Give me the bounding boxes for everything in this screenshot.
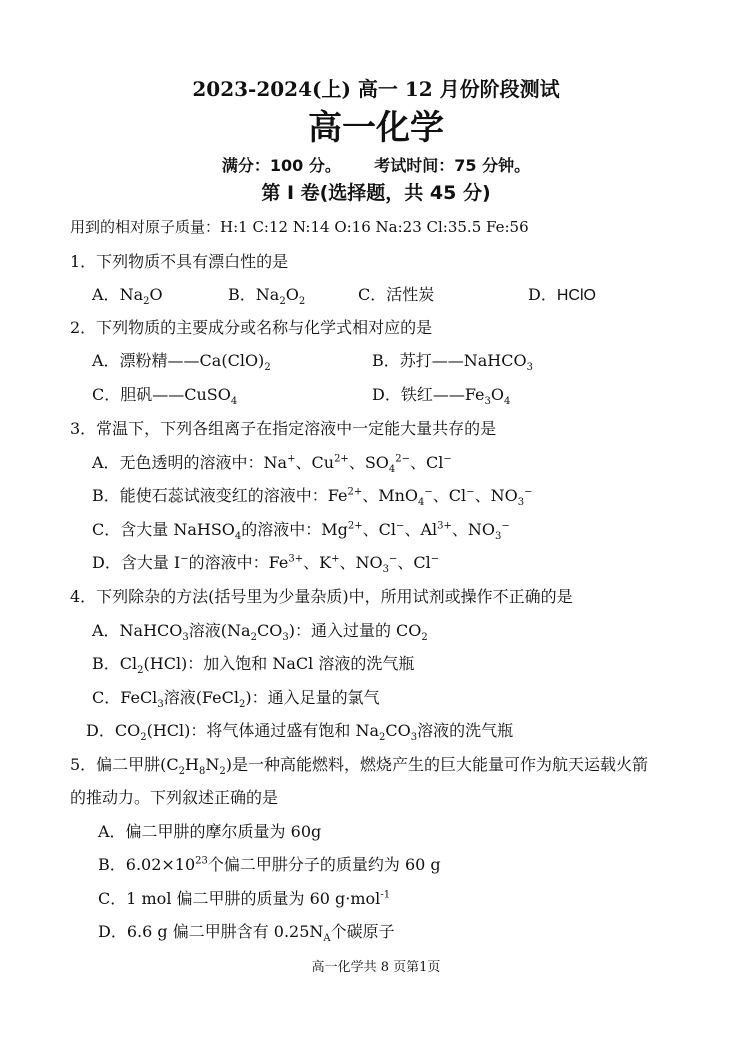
atomic-masses: 用到的相对原子质量：H:1 C:12 N:14 O:16 Na:23 Cl:35.5 Fe:56 <box>70 218 529 236</box>
q5-stem: 5．偏二甲肼$(C_2H_8N_2)$是一种高能燃料，燃烧产生的巨大能量可作为航天运载火箭 <box>70 755 648 778</box>
q5-option-c: C．1 mol 偏二甲肼的质量为 60 g·mol$^{-1}$ <box>98 889 391 908</box>
q1-options <box>92 284 596 307</box>
q2-option-a: A．漂粉精$——Ca(ClO)_2$ <box>92 351 271 374</box>
q4-stem: 4．下列除杂的方法(括号里为少量杂质)中，所用试剂或操作不正确的是 <box>70 587 573 606</box>
q1-stem: 1．下列物质不具有漂白性的是 <box>70 252 289 271</box>
exam-title: 2023-2024(上) 高一 12 月份阶段测试 <box>192 77 560 101</box>
q4-option-a: A．NaHCO$_3$溶液$(Na_2CO_3)$：通入过量的 $CO_2$ <box>92 621 428 644</box>
q5-option-a: A．偏二甲肼的摩尔质量为 60g <box>98 822 322 841</box>
q5-option-d: D．6.6 g 偏二甲肼含有 $0.25N_A$个碳原子 <box>98 922 395 945</box>
exam-info <box>0 155 752 177</box>
q1-option-a: A．$Na_2O$ <box>92 285 163 308</box>
q3-option-a: A．无色透明的溶液中：Na+、$Cu^{2+}$、$SO_4^{2-}$、Cl− <box>92 453 452 476</box>
q4-option-b: B．$Cl_2(HCl)$：加入饱和 NaCl 溶液的洗气瓶 <box>92 654 415 677</box>
q5-stem-line2: 的推动力。下列叙述正确的是 <box>70 788 279 807</box>
q1-option-b: B．$Na_2O_2$ <box>228 285 306 308</box>
q3-stem: 3．常温下，下列各组离子在指定溶液中一定能大量共存的是 <box>70 419 497 438</box>
q2-option-b: B．苏打——NaHCO$_3$ <box>372 351 533 374</box>
q2-stem: 2．下列物质的主要成分或名称与化学式相对应的是 <box>70 318 433 337</box>
subject-title: 高一化学 <box>308 108 444 148</box>
q5-option-b: B．$6.02\times 10^{23}$个偏二甲肼分子的质量约为 60 g <box>98 855 441 874</box>
q2-option-d: D．铁红$——Fe_3O_4$ <box>372 385 511 408</box>
q4-option-c: C．FeCl$_3$溶液(FeCl$_2$)：通入足量的氯气 <box>92 688 380 711</box>
q3-option-c: C．含大量 NaHSO$_4$的溶液中：$Mg^{2+}$、Cl−、$Al^{3+}$、$NO_3^-$ <box>92 520 510 543</box>
q1-option-d: D．HClO <box>528 285 596 304</box>
q4-option-d: D．$CO_2(HCl)$：将气体通过盛有饱和 $Na_2CO_3$溶液的洗气瓶 <box>86 721 514 744</box>
q1-option-c: C．活性炭 <box>358 285 435 304</box>
score-info: 满分：100 分。 <box>221 156 341 175</box>
page-footer: 高一化学共 8 页第1页 <box>311 960 441 975</box>
time-info: 考试时间：75 分钟。 <box>374 156 531 175</box>
q3-option-d: D．含大量 I−的溶液中：$Fe^{3+}$、K+、$NO_3^-$、Cl− <box>92 553 440 576</box>
q3-option-b: B．能使石蕊试液变红的溶液中：$Fe^{2+}$、MnO$_4$−、Cl−、$NO_3^-$ <box>92 486 533 509</box>
q2-option-c: C．胆矾——CuSO$_4$ <box>92 385 238 408</box>
section-heading: 第 I 卷(选择题，共 45 分) <box>261 182 491 204</box>
